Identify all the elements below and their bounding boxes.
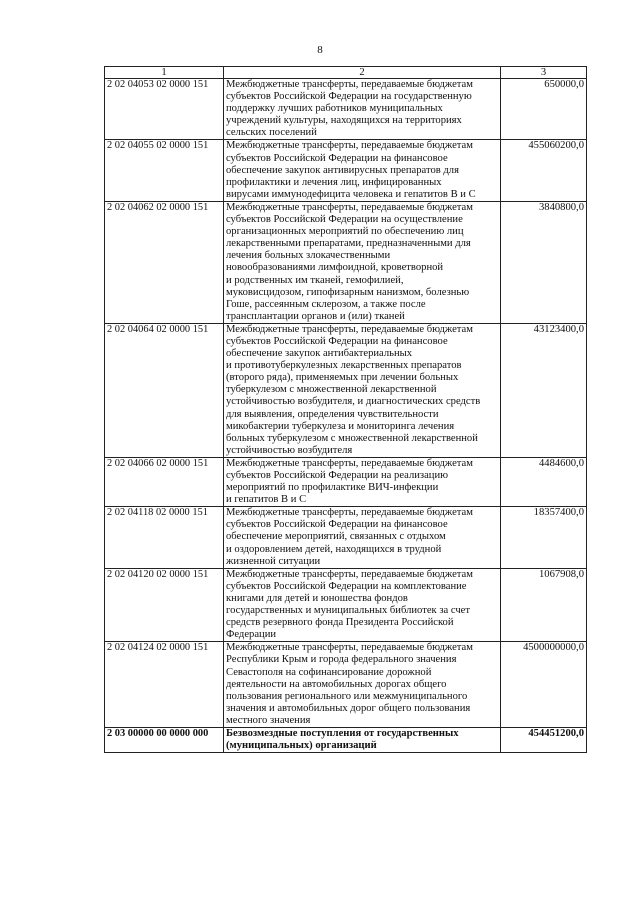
description-line: профилактики и лечения лиц, инфицированных [226,176,442,188]
description-line: субъектов Российской Федерации на осуществление [226,214,463,226]
description-line: вирусами иммунодефицита человека и гепатитов В и С [226,188,476,200]
table-header-row [105,67,587,79]
description-line: муковисцидозом, гипофизарным нанизмом, болезнью [226,286,470,298]
description-line: и оздоровлением детей, находящихся в трудной [226,543,442,555]
description-line: туберкулезом с множественной лекарственной [226,384,437,396]
description-line: трансплантации органов и (или) тканей [226,310,405,322]
description-line: Севастополя на софинансирование дорожной [226,666,432,678]
description-line: учреждений культуры, находящихся на территориях [226,115,462,127]
description-line: лекарственными препаратами, предназначенными для [226,238,471,250]
description-line: и родственных им тканей, гемофилией, [226,274,404,286]
table-row [105,642,587,728]
budget-code-cell: 2 02 04124 02 0000 151 [105,642,224,728]
description-line: субъектов Российской Федерации на реализацию [226,470,449,481]
description-line: мероприятий по профилактике ВИЧ-инфекции [226,482,439,494]
description-line: значения и автомобильных дорог общего пользования [226,702,471,714]
description-cell [224,727,501,752]
description-line: жизненной ситуации [226,555,321,567]
description-line: государственных и муниципальных библиотек за счет [226,605,471,617]
description-line: обеспечение закупок антибактериальных [226,348,413,360]
description-cell [224,140,501,201]
description-line: Межбюджетные трансферты, передаваемые бюджетам [226,507,473,519]
description-line: книгами для детей и юношества фондов [226,592,408,604]
table-row [105,507,587,568]
amount-cell: 4500000000,0 [501,642,587,728]
budget-code-cell: 2 02 04053 02 0000 151 [105,79,224,140]
description-cell [224,642,501,728]
description-cell [224,568,501,642]
table-row [105,727,587,752]
table-row [105,79,587,140]
description-line: Межбюджетные трансферты, передаваемые бюджетам [226,79,473,90]
table-row [105,457,587,506]
description-line: и гепатитов В и С [226,494,307,506]
amount-cell: 454451200,0 [501,727,587,752]
amount-cell: 1067908,0 [501,568,587,642]
description-line: обеспечение закупок антивирусных препаратов для [226,164,459,176]
amount-cell: 4484600,0 [501,457,587,506]
budget-code-cell: 2 02 04055 02 0000 151 [105,140,224,201]
description-line: субъектов Российской Федерации на финансовое [226,519,448,531]
table-row [105,140,587,201]
description-cell [224,79,501,140]
description-cell [224,323,501,457]
description-line: больных туберкулезом с множественной лекарственной [226,432,478,444]
description-line: Межбюджетные трансферты, передаваемые бюджетам [226,568,473,580]
budget-code-cell: 2 02 04118 02 0000 151 [105,507,224,568]
description-line: микобактерии туберкулеза и мониторинга лечения [226,420,455,432]
amount-cell: 650000,0 [501,79,587,140]
description-line: деятельности на автомобильных дорогах общего [226,678,447,690]
description-line: Межбюджетные трансферты, передаваемые бюджетам [226,457,473,469]
column-header-description: 2 [224,67,501,79]
budget-code-cell: 2 02 04066 02 0000 151 [105,457,224,506]
description-cell [224,201,501,323]
description-line: сельских поселений [226,127,317,139]
description-line: Федерации [226,629,277,641]
budget-code-cell: 2 02 04062 02 0000 151 [105,201,224,323]
description-line: для выявления, определения чувствительности [226,408,439,420]
budget-table [104,66,587,753]
description-line: субъектов Российской Федерации на комплектование [226,580,467,592]
description-line: новообразованиями лимфоидной, кроветворной [226,262,444,274]
description-line: субъектов Российской Федерации на государственную [226,91,472,103]
description-line: субъектов Российской Федерации на финансовое [226,335,448,347]
description-line: поддержку лучших работников муниципальных [226,103,443,115]
description-line: средств резервного фонда Президента Российской [226,617,454,629]
table-row [105,568,587,642]
description-line: и противотуберкулезных лекарственных препаратов [226,360,462,372]
description-line: Гоше, рассеянным склерозом, а также после [226,298,426,310]
description-line: Межбюджетные трансферты, передаваемые бюджетам [226,201,473,213]
amount-cell: 43123400,0 [501,323,587,457]
budget-code-cell: 2 02 04064 02 0000 151 [105,323,224,457]
description-line: лечения больных злокачественными [226,250,391,262]
page-number: 8 [317,44,323,56]
table-row [105,201,587,323]
amount-cell: 455060200,0 [501,140,587,201]
budget-code-cell: 2 02 04120 02 0000 151 [105,568,224,642]
amount-cell: 3840800,0 [501,201,587,323]
column-header-code: 1 [105,67,224,79]
description-line: Безвозмездные поступления от государственных [226,727,459,739]
description-line: организационных мероприятий по обеспечению лиц [226,226,464,238]
description-line: устойчивостью возбудителя, и диагностических средств [226,396,481,408]
description-line: субъектов Российской Федерации на финансовое [226,152,448,164]
description-line: устойчивостью возбудителя [226,444,353,456]
description-line: Межбюджетные трансферты, передаваемые бюджетам [226,642,473,654]
description-line: местного значения [226,714,311,726]
budget-code-cell: 2 03 00000 00 0000 000 [105,727,224,752]
description-line: обеспечение мероприятий, связанных с отдыхом [226,531,446,543]
column-header-amount: 3 [501,67,587,79]
description-line: пользования регионального или межмуниципального [226,690,468,702]
description-line: (муниципальных) организаций [226,740,377,752]
amount-cell: 18357400,0 [501,507,587,568]
description-line: Межбюджетные трансферты, передаваемые бюджетам [226,323,473,335]
description-line: (второго ряда), применяемых при лечении больных [226,372,459,384]
table-row [105,323,587,457]
description-cell [224,457,501,506]
description-line: Межбюджетные трансферты, передаваемые бюджетам [226,140,473,152]
description-line: Республики Крым и города федерального значения [226,654,457,666]
description-cell [224,507,501,568]
